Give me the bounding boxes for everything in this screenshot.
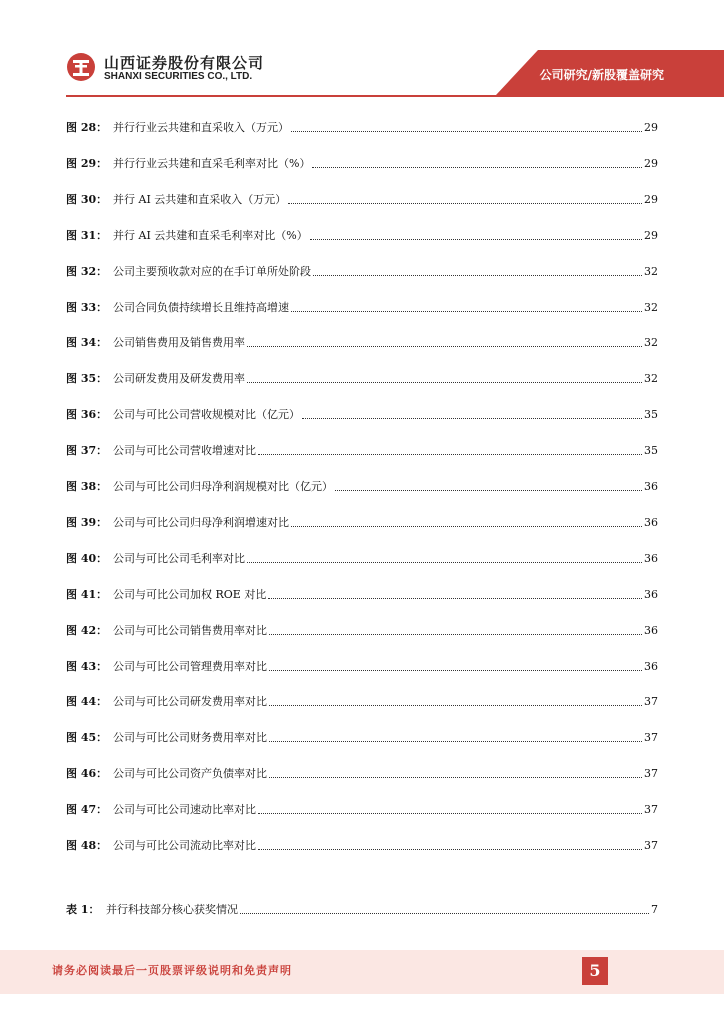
entry-page: 32 [644,372,658,386]
entry-title: 公司与可比公司归母净利润增速对比 [113,515,289,529]
entry-title: 公司与可比公司财务费用率对比 [113,731,267,745]
entry-page: 37 [644,767,658,781]
entry-title: 公司与可比公司毛利率对比 [113,551,245,565]
entry-title: 公司主要预收款对应的在手订单所处阶段 [113,264,311,278]
entry-number: 图 47： [66,803,108,817]
entry-page: 29 [644,121,658,134]
page-number: 5 [582,957,608,985]
entry-page: 37 [644,803,658,817]
figure-entry[interactable] [66,728,658,748]
figure-entry[interactable] [66,692,658,712]
entry-number: 图 29： [66,156,108,170]
entry-number: 图 39： [66,515,108,529]
dot-leader [269,740,642,742]
entry-title: 公司销售费用及销售费用率 [113,336,245,350]
entry-page: 7 [651,903,658,916]
entry-title: 公司与可比公司营收增速对比 [113,444,256,458]
entry-page: 36 [644,659,658,673]
dot-leader [335,489,642,491]
entry-number: 图 34： [66,336,108,350]
footer-disclaimer: 请务必阅读最后一页股票评级说明和免责声明 [52,964,292,977]
entry-page: 35 [644,408,658,422]
entry-number: 图 33： [66,300,108,314]
entry-title: 公司与可比公司加权 ROE 对比 [113,587,267,601]
entry-title: 公司合同负债持续增长且维持高增速 [113,300,289,314]
figure-entry[interactable] [66,764,658,784]
entry-page: 35 [644,444,658,458]
dot-leader [310,238,642,240]
table-entry[interactable] [66,900,658,920]
figure-entry[interactable] [66,477,658,497]
entry-number: 表 1： [66,903,100,916]
entry-number: 图 41： [66,587,108,601]
figure-entry[interactable] [66,441,658,461]
entry-page: 32 [644,264,658,278]
entry-page: 36 [644,623,658,637]
section-label: 公司研究/新股覆盖研究 [539,68,664,82]
figure-entry[interactable] [66,154,658,174]
company-logo-icon [66,52,96,82]
entry-number: 图 48： [66,839,108,852]
dot-leader [258,812,642,814]
dot-leader [291,525,642,527]
company-name-cn: 山西证券股份有限公司 [104,54,265,72]
entry-title: 并行 AI 云共建和直采收入（万元） [113,192,287,206]
dot-leader [240,912,649,914]
dot-leader [268,597,642,599]
entry-title: 并行行业云共建和直采毛利率对比（%） [113,156,311,170]
dot-leader [247,381,642,383]
dot-leader [288,202,642,204]
dot-leader [313,274,642,276]
entry-number: 图 31： [66,228,108,242]
entry-title: 公司与可比公司资产负债率对比 [113,767,267,781]
entry-number: 图 38： [66,480,108,493]
figure-entry[interactable] [66,836,658,856]
company-name-en: SHANXI SECURITIES CO., LTD. [104,71,253,82]
entry-page: 36 [644,587,658,601]
figure-entry[interactable] [66,621,658,641]
entry-page: 37 [644,695,658,709]
entry-number: 图 43： [66,659,108,673]
entry-number: 图 36： [66,408,108,422]
entry-title: 并行行业云共建和直采收入（万元） [113,121,289,134]
entry-title: 并行 AI 云共建和直采毛利率对比（%） [113,228,308,242]
figure-entry[interactable] [66,585,658,605]
page-header [0,0,724,100]
figure-entry[interactable] [66,549,658,569]
entry-number: 图 46： [66,767,108,781]
figure-entry[interactable] [66,513,658,533]
entry-title: 公司与可比公司销售费用率对比 [113,623,267,637]
entry-page: 36 [644,480,658,493]
dot-leader [258,453,642,455]
entry-number: 图 45： [66,731,108,745]
entry-title: 公司研发费用及研发费用率 [113,372,245,386]
figure-entry[interactable] [66,405,658,425]
entry-title: 公司与可比公司流动比率对比 [113,839,256,852]
entry-title: 公司与可比公司速动比率对比 [113,803,256,817]
entry-title: 公司与可比公司研发费用率对比 [113,695,267,709]
figure-entry[interactable] [66,298,658,318]
dot-leader [269,704,642,706]
entry-page: 32 [644,336,658,350]
dot-leader [269,776,642,778]
dot-leader [247,345,642,347]
entry-number: 图 42： [66,623,108,637]
figure-entry[interactable] [66,369,658,389]
entry-number: 图 40： [66,551,108,565]
entry-page: 32 [644,300,658,314]
entry-page: 36 [644,515,658,529]
entry-title: 公司与可比公司管理费用率对比 [113,659,267,673]
entry-title: 公司与可比公司归母净利润规模对比（亿元） [113,480,333,493]
figure-entry[interactable] [66,800,658,820]
dot-leader [269,633,642,635]
entry-number: 图 32： [66,264,108,278]
figure-entry[interactable] [66,657,658,677]
dot-leader [269,669,642,671]
figure-entry[interactable] [66,190,658,210]
dot-leader [312,166,642,168]
entry-title: 并行科技部分核心获奖情况 [106,903,238,916]
figure-entry[interactable] [66,226,658,246]
dot-leader [247,561,642,563]
figure-entry[interactable] [66,262,658,282]
entry-page: 37 [644,731,658,745]
entry-number: 图 44： [66,695,108,709]
figure-entry[interactable] [66,333,658,353]
entry-page: 36 [644,551,658,565]
dot-leader [291,310,642,312]
entry-page: 29 [644,228,658,242]
entry-number: 图 28： [66,121,108,134]
entry-number: 图 35： [66,372,108,386]
figure-entry[interactable] [66,118,658,138]
entry-page: 29 [644,192,658,206]
header-divider [66,95,724,97]
dot-leader [302,417,642,419]
dot-leader [291,130,642,132]
entry-page: 29 [644,156,658,170]
entry-page: 37 [644,839,658,852]
entry-title: 公司与可比公司营收规模对比（亿元） [113,408,300,422]
entry-number: 图 30： [66,192,108,206]
entry-number: 图 37： [66,444,108,458]
dot-leader [258,848,642,850]
